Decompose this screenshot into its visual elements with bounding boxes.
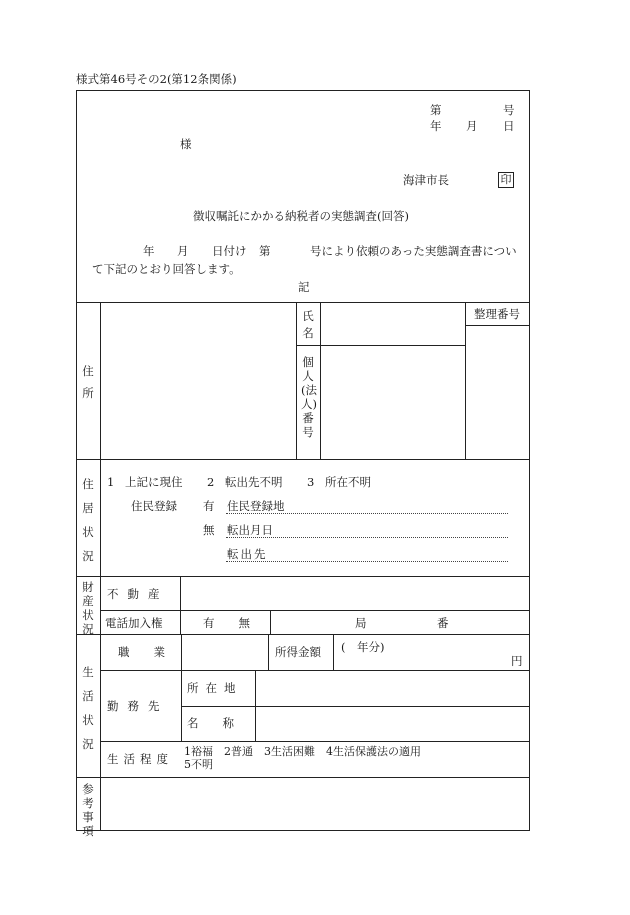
residence-opt2-num: 2: [207, 475, 215, 489]
seiri-number-label: 整理番号: [474, 307, 520, 321]
juumin-touroku-label: 住民登録: [131, 499, 177, 513]
residence-opt1: 上記に現住: [125, 475, 183, 489]
touroku-chi-label: 住民登録地: [227, 499, 285, 513]
tenshutsu-date-label: 転出月日: [227, 523, 273, 537]
header-day: 日: [503, 119, 515, 133]
touroku-ari: 有: [203, 499, 215, 513]
name-label: 氏名: [302, 309, 314, 340]
header-dai: 第: [430, 103, 442, 117]
addressee-sama: 様: [180, 137, 192, 151]
intro-month: 月: [177, 244, 189, 258]
teido-options: 1裕福 2普通 3生活困難 4生活保護法の適用: [184, 745, 421, 758]
residence-opt1-num: 1: [107, 475, 115, 489]
id-number-label: 個人(法人)番号: [301, 355, 317, 439]
header-month: 月: [466, 119, 478, 133]
header-go: 号: [503, 103, 515, 117]
shotoku-label: 所得金額: [275, 645, 321, 659]
form-number: 様式第46号その2(第12条関係): [76, 72, 237, 86]
kyoku-label: 局: [355, 616, 367, 630]
assets-label: 財産状況: [82, 580, 94, 636]
intro-year: 年: [143, 244, 155, 258]
shozaichi-label: 所在地: [187, 681, 243, 695]
remarks-label: 参考事項: [82, 782, 94, 838]
header-year: 年: [430, 119, 442, 133]
shokugyo-label: 職業: [118, 645, 189, 659]
residence-opt3: 所在不明: [325, 475, 371, 489]
touroku-nashi: 無: [203, 523, 215, 537]
intro-line2: て下記のとおり回答します。: [92, 262, 241, 276]
residence-opt2: 転出先不明: [225, 475, 283, 489]
address-label: 住所: [82, 364, 94, 400]
residence-opt3-num: 3: [307, 475, 315, 489]
kinmusaki-label: 勤務先: [107, 699, 169, 713]
teido-label: 生活程度: [107, 752, 173, 766]
fudousan-label: 不動産: [107, 587, 169, 601]
residence-label: 住居状況: [82, 477, 94, 563]
denwa-label: 電話加入権: [105, 616, 163, 630]
umu-label: 有無: [203, 616, 274, 630]
intro-dai: 第: [259, 244, 271, 258]
nenbun-label: ( 年分): [341, 640, 385, 654]
life-label: 生活状況: [82, 665, 94, 751]
document-title: 徴収嘱託にかかる納税者の実態調査(回答): [193, 209, 409, 223]
ki-label: 記: [298, 280, 310, 294]
teido-options-2: 5不明: [184, 758, 213, 771]
intro-date-suffix: 日付け: [212, 244, 247, 258]
yen-label: 円: [511, 654, 523, 668]
tenshutsu-saki-label: 転出先: [227, 547, 268, 561]
meisho-label: 名称: [187, 716, 258, 730]
issuer-name: 海津市長: [403, 173, 449, 187]
intro-rest: 号により依頼のあった実態調査書につい: [310, 244, 517, 258]
ban-label: 番: [437, 616, 449, 630]
seal-mark: 印: [498, 172, 514, 188]
